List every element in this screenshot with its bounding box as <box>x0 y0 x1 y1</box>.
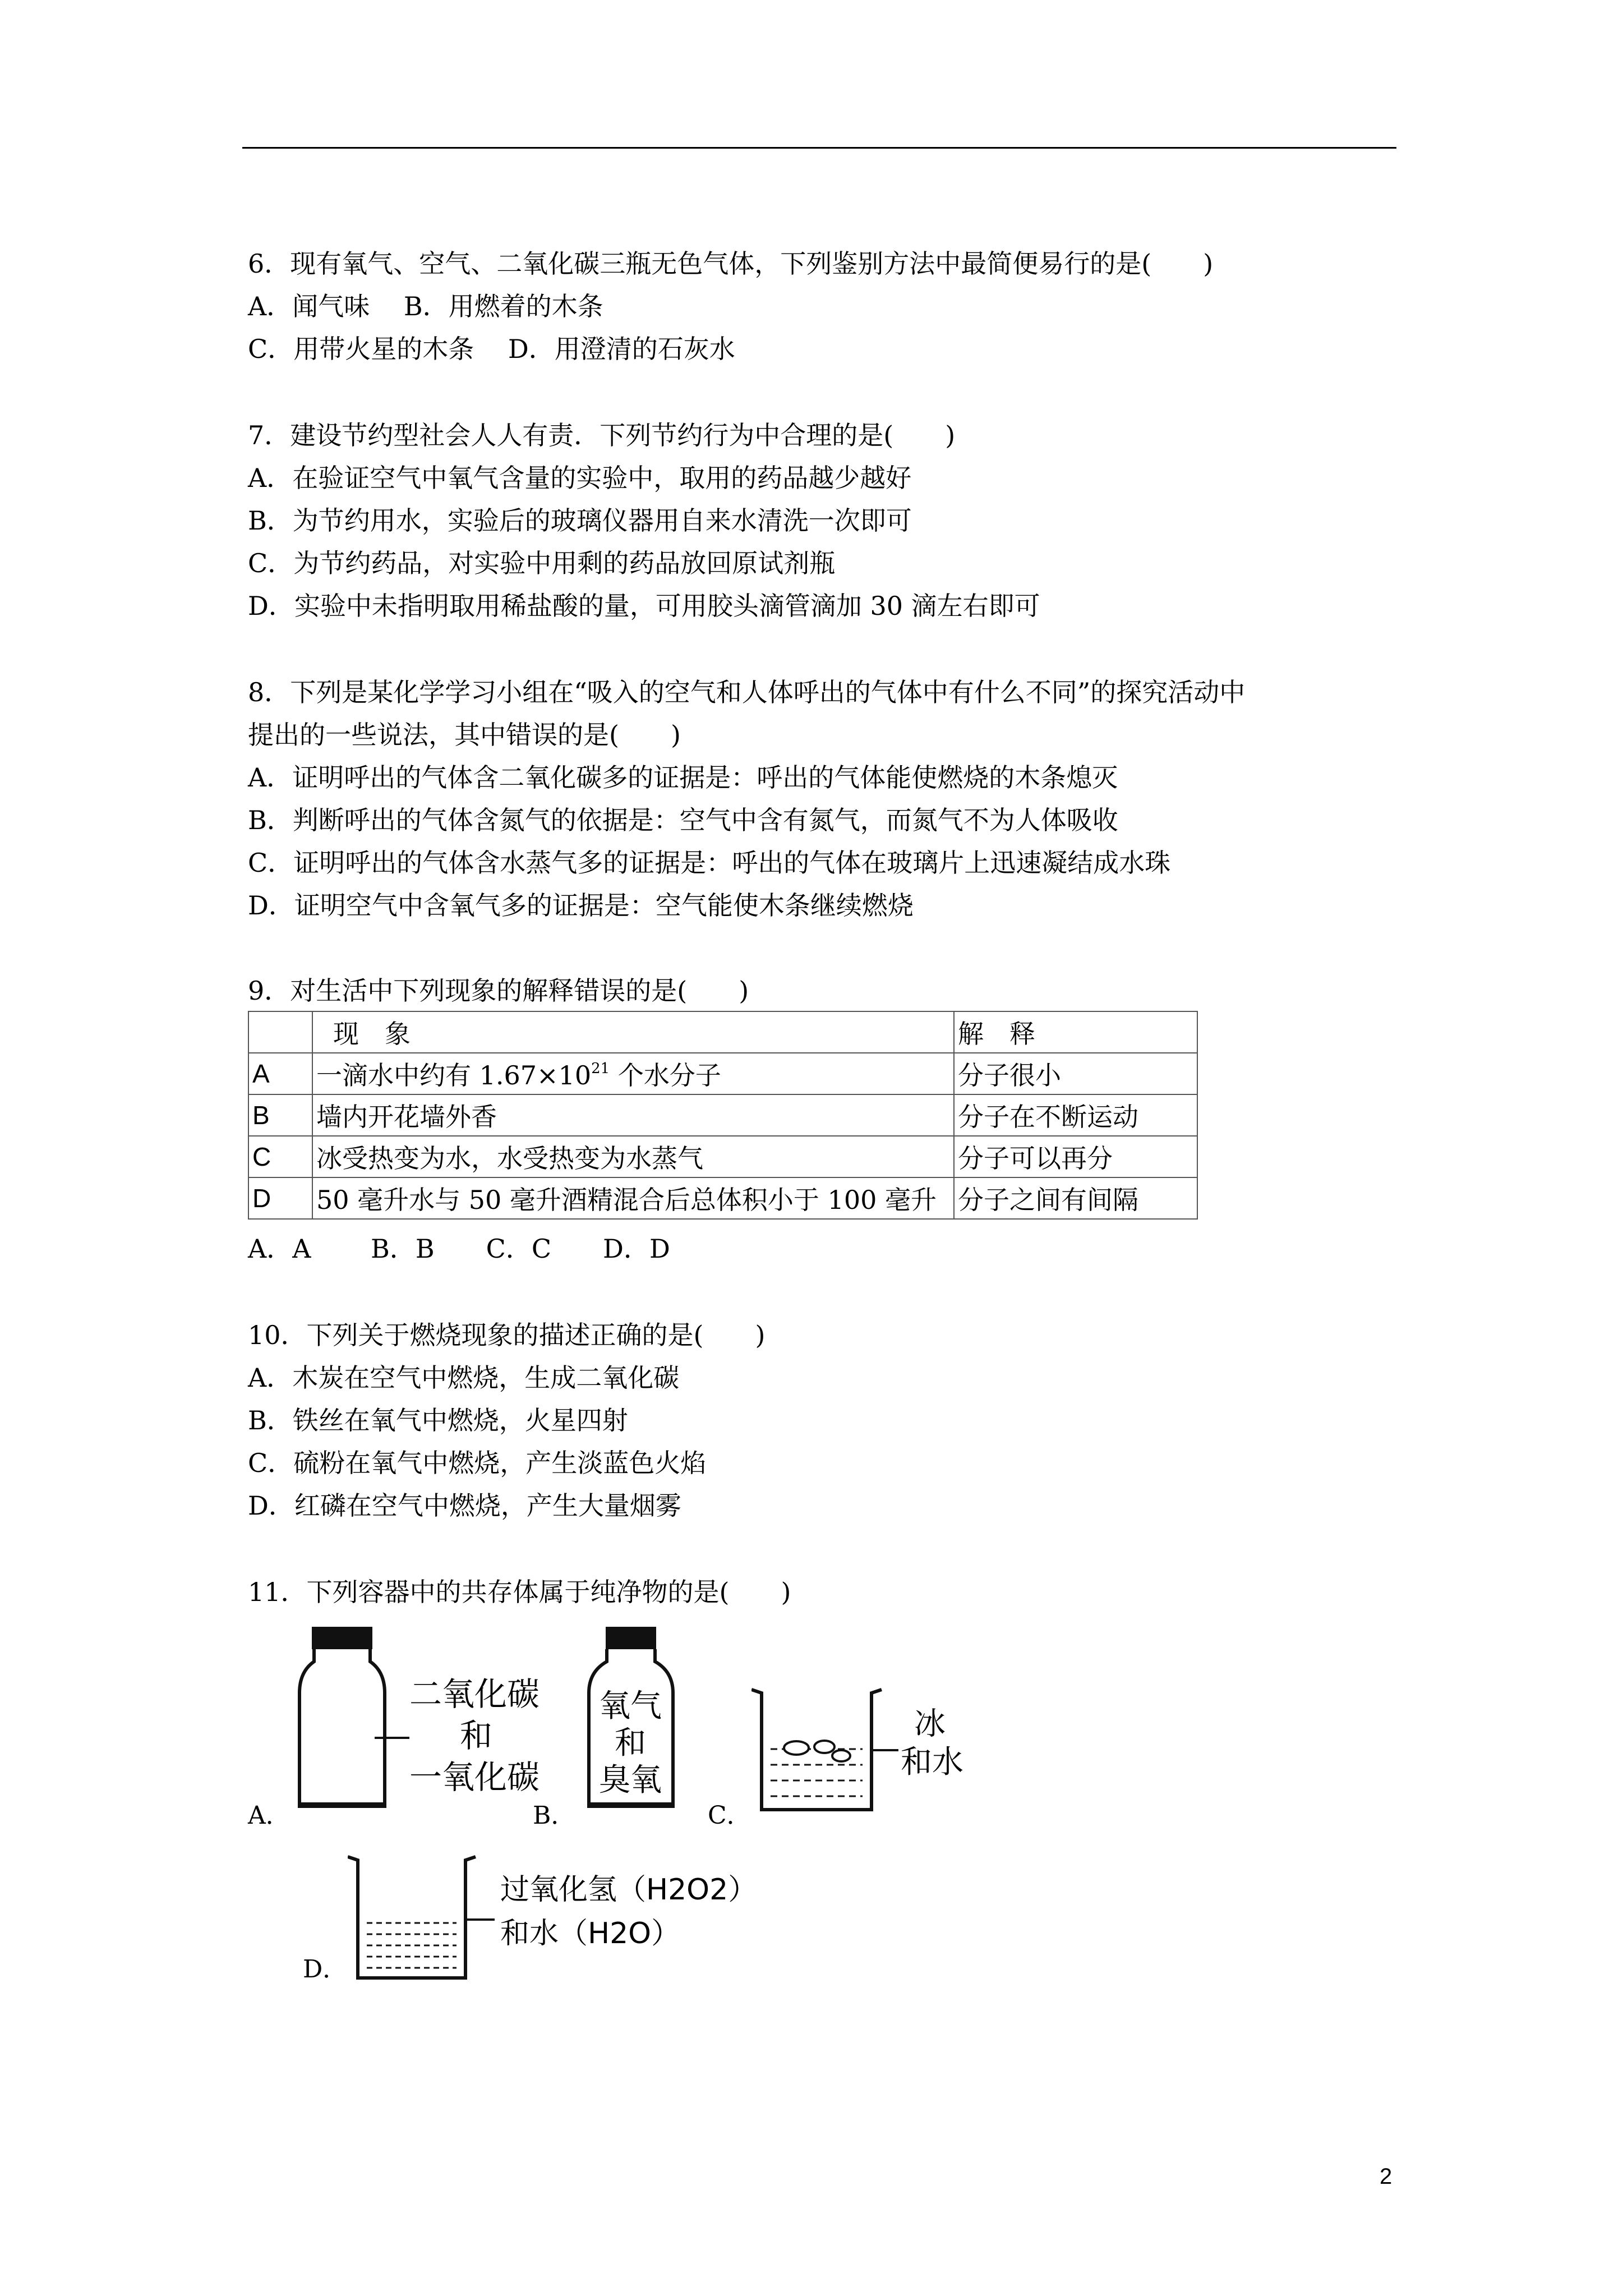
q8-stem-line2: 提出的一些说法，其中错误的是( ) <box>248 720 681 750</box>
q8-option-a: A．证明呼出的气体含二氧化碳多的证据是：呼出的气体能使燃烧的木条熄灭 <box>248 762 1118 793</box>
fig-b-label-line2: 和 <box>615 1725 646 1761</box>
fig-d-label-line2: 和水（H2O） <box>500 1917 681 1950</box>
ice-piece <box>784 1741 809 1755</box>
q8-option-b: B．判断呼出的气体含氮气的依据是：空气中含有氮气，而氮气不为人体吸收 <box>248 805 1118 835</box>
q7-option-a: A．在验证空气中氧气含量的实验中，取用的药品越少越好 <box>248 463 912 493</box>
q9-options: A．A B．B C．C D．D <box>248 1234 670 1264</box>
q8-stem-line1: 8．下列是某化学学习小组在“吸入的空气和人体呼出的气体中有什么不同”的探究活动中 <box>248 677 1246 707</box>
row-explanation: 分子可以再分 <box>954 1136 1197 1177</box>
q9-stem: 9．对生活中下列现象的解释错误的是( ) <box>248 976 749 1006</box>
table-row <box>248 1094 1197 1136</box>
page-number: 2 <box>1380 2164 1393 2189</box>
table-header-phenomenon <box>312 1011 954 1053</box>
fig-d-label-line1: 过氧化氢（H2O2） <box>500 1873 758 1907</box>
q6-options-row1: A．闻气味 B．用燃着的木条 <box>248 291 603 321</box>
q6-options-row2: C．用带火星的木条 D．用澄清的石灰水 <box>248 334 735 364</box>
beaker-outline <box>348 1857 476 1978</box>
beaker-figure-c <box>751 1681 987 1815</box>
q7-stem: 7．建设节约型社会人人有责．下列节约行为中合理的是( ) <box>248 420 956 450</box>
fig-a-label-line1: 二氧化碳 <box>409 1675 540 1713</box>
exponent: 21 <box>591 1060 610 1077</box>
row-explanation: 分子很小 <box>954 1053 1197 1094</box>
table-row <box>248 1136 1197 1177</box>
ice-piece <box>814 1741 834 1753</box>
phenomenon-text: 一滴水中约有 1.67×10 <box>316 1060 592 1091</box>
bottle-stopper <box>606 1627 656 1649</box>
row-phenomenon <box>312 1053 954 1094</box>
row-label: B <box>248 1094 312 1136</box>
q8-option-d: D．证明空气中含氧气多的证据是：空气能使木条继续燃烧 <box>248 890 914 921</box>
header-rule <box>242 147 1396 149</box>
bottle-figure-b <box>578 1627 690 1818</box>
table-header-row <box>248 1011 1197 1053</box>
row-label: C <box>248 1136 312 1177</box>
row-explanation: 分子之间有间隔 <box>954 1177 1197 1219</box>
q8-option-c: C．证明呼出的气体含水蒸气多的证据是：呼出的气体在玻璃片上迅速凝结成水珠 <box>248 848 1171 878</box>
q10-option-c: C．硫粉在氧气中燃烧，产生淡蓝色火焰 <box>248 1448 707 1478</box>
fig-b-label-line3: 臭氧 <box>599 1762 662 1798</box>
row-phenomenon: 冰受热变为水，水受热变为水蒸气 <box>312 1136 954 1177</box>
ice-piece <box>832 1750 850 1761</box>
q6-stem: 6．现有氧气、空气、二氧化碳三瓶无色气体，下列鉴别方法中最简便易行的是( ) <box>248 249 1214 279</box>
fig-c-label-line1: 冰 <box>914 1706 946 1742</box>
bottle-figure-a <box>292 1627 550 1818</box>
q7-option-c: C．为节约药品，对实验中用剩的药品放回原试剂瓶 <box>248 548 836 578</box>
bottle-outline <box>299 1649 385 1806</box>
bottle-stopper <box>312 1627 372 1649</box>
q11-option-a-label: A． <box>248 1801 291 1830</box>
q7-option-d: D．实验中未指明取用稀盐酸的量，可用胶头滴管滴加 30 滴左右即可 <box>248 591 1040 621</box>
fig-c-label-line2: 和水 <box>901 1744 963 1780</box>
table-cell <box>248 1011 312 1053</box>
q7-option-b: B．为节约用水，实验后的玻璃仪器用自来水清洗一次即可 <box>248 505 912 536</box>
q9-table <box>248 1011 1198 1220</box>
fig-b-label-line1: 氧气 <box>599 1688 662 1724</box>
row-label: D <box>248 1177 312 1219</box>
q10-option-d: D．红磷在空气中燃烧，产生大量烟雾 <box>248 1490 681 1521</box>
table-row <box>248 1177 1197 1219</box>
row-label: A <box>248 1053 312 1094</box>
q10-option-b: B．铁丝在氧气中燃烧，火星四射 <box>248 1405 628 1435</box>
fig-a-label-line2: 和 <box>460 1717 493 1755</box>
liquid-dashes <box>367 1923 457 1968</box>
row-phenomenon: 50 毫升水与 50 毫升酒精混合后总体积小于 100 毫升 <box>312 1177 954 1219</box>
q11-option-b-label: B． <box>533 1801 576 1830</box>
table-header-explanation: 解 释 <box>954 1011 1197 1053</box>
row-explanation: 分子在不断运动 <box>954 1094 1197 1136</box>
beaker-figure-d <box>348 1851 796 1986</box>
q11-option-c-label: C． <box>708 1801 751 1830</box>
table-row <box>248 1053 1197 1094</box>
header-label: 现 象 <box>333 1019 411 1049</box>
phenomenon-text: 个水分子 <box>610 1060 721 1091</box>
row-phenomenon: 墙内开花墙外香 <box>312 1094 954 1136</box>
q10-option-a: A．木炭在空气中燃烧，生成二氧化碳 <box>248 1363 680 1393</box>
q10-stem: 10．下列关于燃烧现象的描述正确的是( ) <box>248 1320 766 1350</box>
q11-option-d-label: D． <box>303 1955 348 1984</box>
fig-a-label-line3: 一氧化碳 <box>409 1758 540 1796</box>
q11-stem: 11．下列容器中的共存体属于纯净物的是( ) <box>248 1577 791 1607</box>
